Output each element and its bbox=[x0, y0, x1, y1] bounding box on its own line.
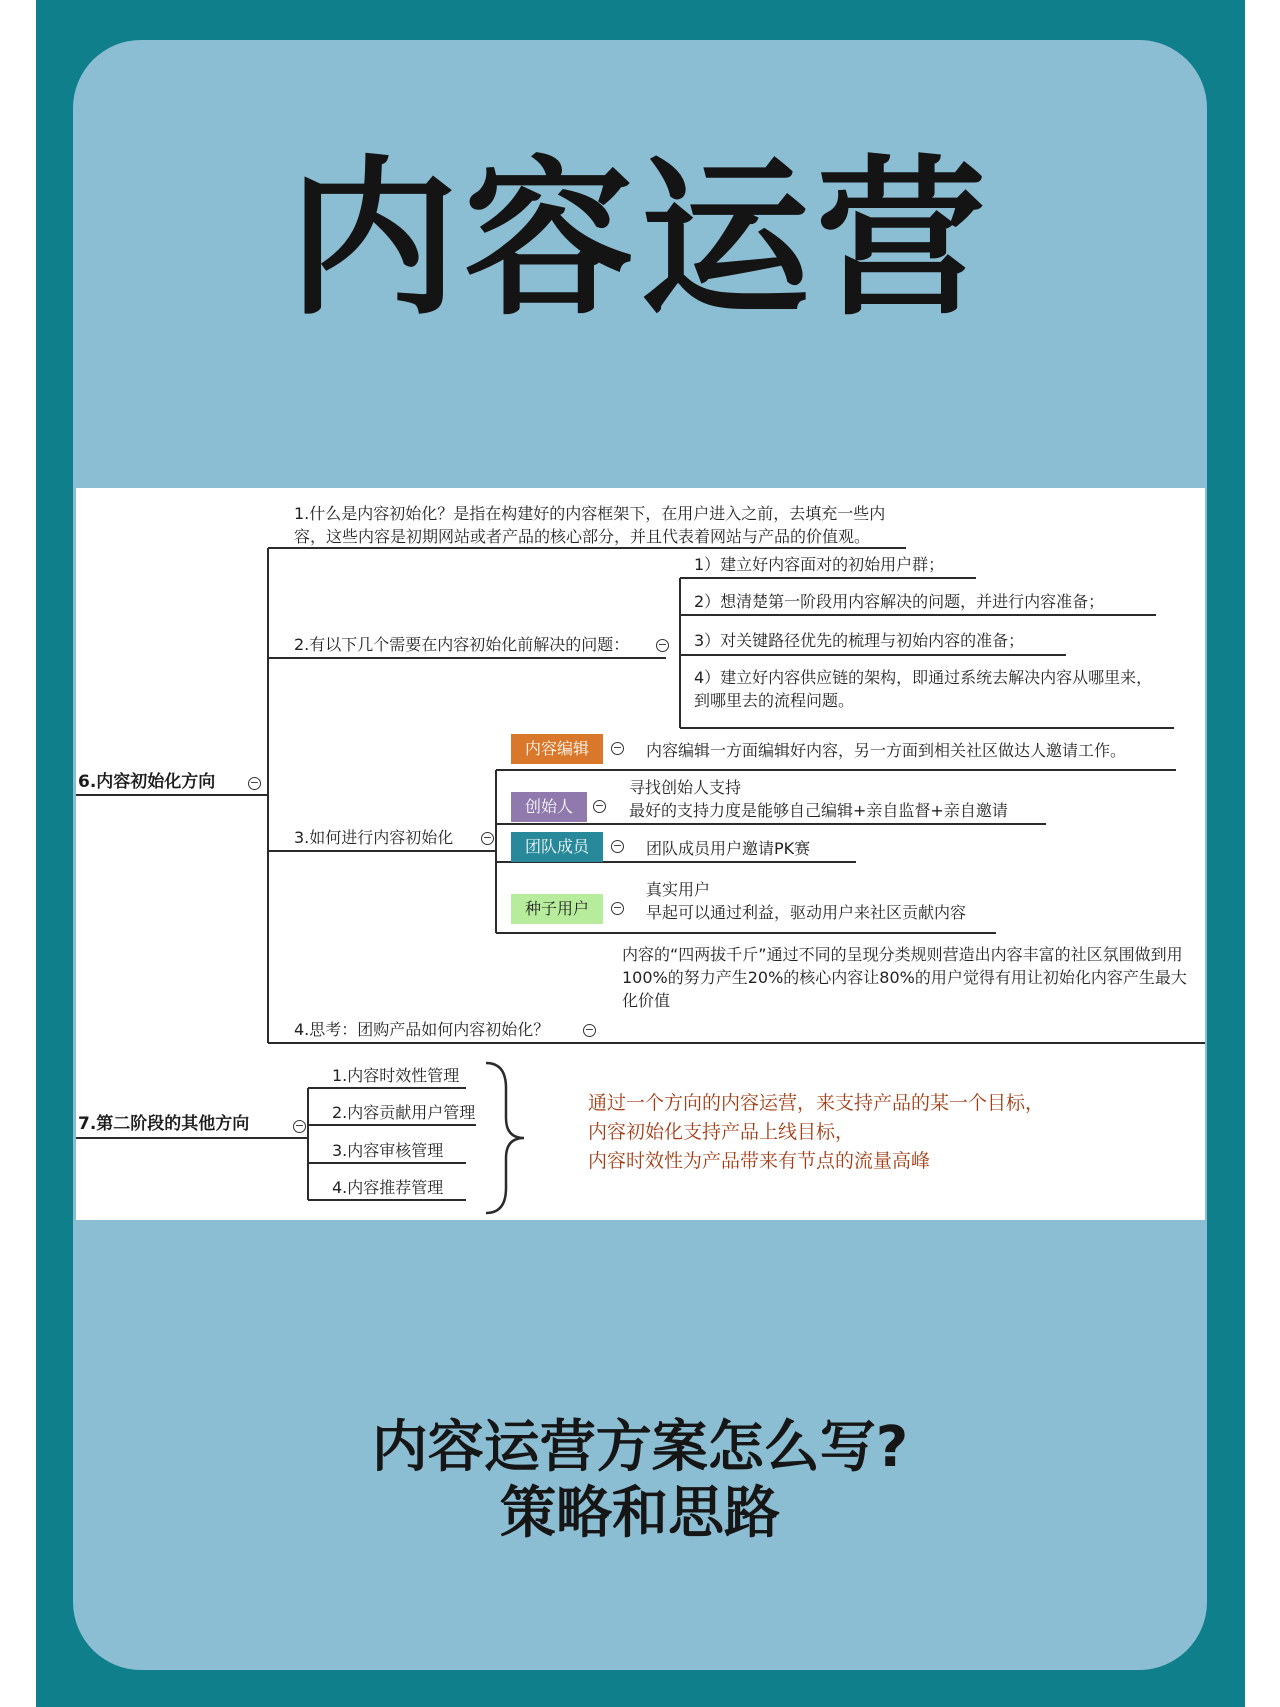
role-desc-editor: 内容编辑一方面编辑好内容，另一方面到相关社区做达人邀请工作。 bbox=[646, 741, 1127, 760]
branch-7-label: 7.第二阶段的其他方向 bbox=[78, 1114, 250, 1134]
branch-7-item-4: 4.内容推荐管理 bbox=[332, 1178, 444, 1197]
role-tag-seed-users: 种子用户 bbox=[511, 894, 603, 924]
node-2-item-2: 2）想清楚第一阶段用内容解决的问题，并进行内容准备； bbox=[694, 592, 1105, 611]
role-tag-editor: 内容编辑 bbox=[511, 734, 603, 764]
note-line-2: 内容初始化支持产品上线目标， bbox=[588, 1121, 855, 1143]
collapse-icon[interactable]: − bbox=[249, 776, 260, 789]
branch-7-item-2: 2.内容贡献用户管理 bbox=[332, 1103, 476, 1122]
node-2-item-3: 3）对关键路径优先的梳理与初始内容的准备； bbox=[694, 631, 1025, 650]
note-line-3: 内容时效性为产品带来有节点的流量高峰 bbox=[588, 1150, 931, 1172]
collapse-icon[interactable]: − bbox=[584, 1023, 595, 1036]
mindmap-panel bbox=[76, 488, 1205, 1220]
role-desc-team: 团队成员用户邀请PK赛 bbox=[646, 839, 811, 858]
collapse-icon[interactable]: − bbox=[612, 741, 623, 754]
branch-7-item-1: 1.内容时效性管理 bbox=[332, 1066, 460, 1085]
subtitle-line-2: 策略和思路 bbox=[500, 1481, 780, 1546]
collapse-icon[interactable]: − bbox=[612, 901, 623, 914]
role-tag-team: 团队成员 bbox=[511, 832, 603, 862]
subtitle bbox=[73, 1415, 1207, 1547]
role-tag-founder: 创始人 bbox=[511, 792, 587, 822]
role-desc-seed-users: 真实用户 早起可以通过利益，驱动用户来社区贡献内容 bbox=[646, 880, 967, 922]
role-desc-founder: 寻找创始人支持 最好的支持力度是能够自己编辑+亲自监督+亲自邀请 bbox=[629, 778, 1008, 820]
node-3-label: 3.如何进行内容初始化 bbox=[294, 828, 454, 847]
node-4-label: 4.思考：团购产品如何内容初始化？ bbox=[294, 1020, 550, 1039]
node-2-item-1: 1）建立好内容面对的初始用户群； bbox=[694, 555, 945, 574]
branch-6-label: 6.内容初始化方向 bbox=[78, 772, 216, 792]
node-4-desc: 内容的“四两拔千斤”通过不同的呈现分类规则营造出内容丰富的社区氛围做到用100%的努力产生20%的核心内容让80%的用户觉得有用让初始化内容产生最大化价值 bbox=[622, 945, 1187, 1010]
node-1-text: 1.什么是内容初始化？是指在构建好的内容框架下，在用户进入之前，去填充一些内容，这些内容是初期网站或者产品的核心部分，并且代表着网站与产品的价值观。 bbox=[294, 504, 886, 546]
collapse-icon[interactable]: − bbox=[612, 839, 623, 852]
page-title: 内容运营 bbox=[287, 141, 992, 339]
collapse-icon[interactable]: − bbox=[482, 831, 493, 844]
collapse-icon[interactable]: − bbox=[657, 638, 668, 651]
collapse-icon[interactable]: − bbox=[594, 799, 605, 812]
note-line-1: 通过一个方向的内容运营，来支持产品的某一个目标， bbox=[588, 1092, 1045, 1114]
subtitle-line-1: 内容运营方案怎么写? bbox=[371, 1415, 909, 1480]
node-2-item-4: 4）建立好内容供应链的架构，即通过系统去解决内容从哪里来，到哪里去的流程问题。 bbox=[694, 668, 1153, 710]
node-2-label: 2.有以下几个需要在内容初始化前解决的问题： bbox=[294, 635, 630, 654]
collapse-icon[interactable]: − bbox=[294, 1119, 305, 1132]
branch-7-item-3: 3.内容审核管理 bbox=[332, 1141, 444, 1160]
